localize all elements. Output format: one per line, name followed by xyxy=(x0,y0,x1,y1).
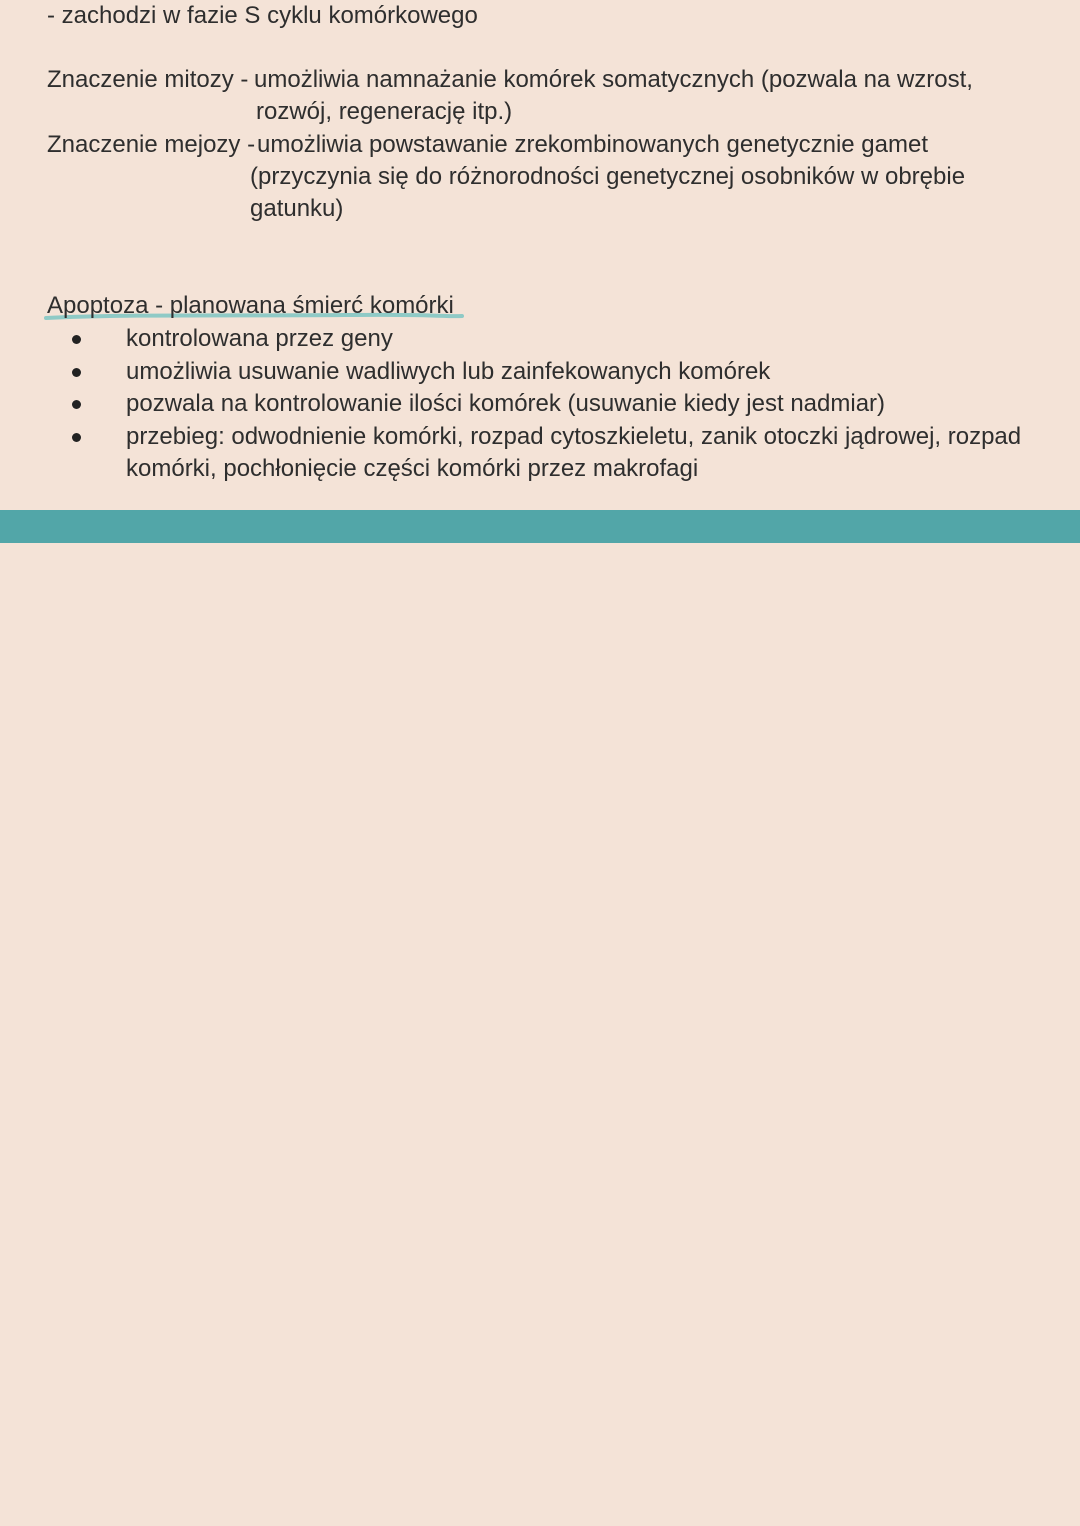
apoptoza-heading: Apoptoza - planowana śmierć komórki xyxy=(47,292,454,319)
mitoza-text-line-2: rozwój, regenerację itp.) xyxy=(256,98,513,125)
mitoza-text-line-1: umożliwia namnażanie komórek somatycznych (pozwala na wzrost, xyxy=(254,66,973,93)
mitoza-label: Znaczenie mitozy - xyxy=(47,66,249,93)
mejoza-text-line-2: (przyczynia się do różnorodności genetycznej osobników w obrębie xyxy=(250,163,966,190)
list-item-text: umożliwia usuwanie wadliwych lub zainfekowanych komórek xyxy=(126,358,771,385)
mejoza-text-line-3: gatunku) xyxy=(250,195,344,222)
bullet-icon xyxy=(72,433,81,442)
list-item-text: przebieg: odwodnienie komórki, rozpad cytoszkieletu, zanik otoczki jądrowej, rozpad xyxy=(126,423,1022,450)
mejoza-text-line-1: umożliwia powstawanie zrekombinowanych genetycznie gamet xyxy=(257,131,929,158)
bullet-icon xyxy=(72,368,81,377)
bullet-icon xyxy=(72,335,81,344)
bullet-icon xyxy=(72,400,81,409)
list-item-text: kontrolowana przez geny xyxy=(126,325,393,352)
list-item-text-continued: komórki, pochłonięcie części komórki przez makrofagi xyxy=(126,455,699,482)
top-line: - zachodzi w fazie S cyklu komórkowego xyxy=(47,2,478,29)
mejoza-label: Znaczenie mejozy - xyxy=(47,131,256,158)
section-divider-band xyxy=(0,510,1080,543)
list-item-text: pozwala na kontrolowanie ilości komórek (usuwanie kiedy jest nadmiar) xyxy=(126,390,886,417)
